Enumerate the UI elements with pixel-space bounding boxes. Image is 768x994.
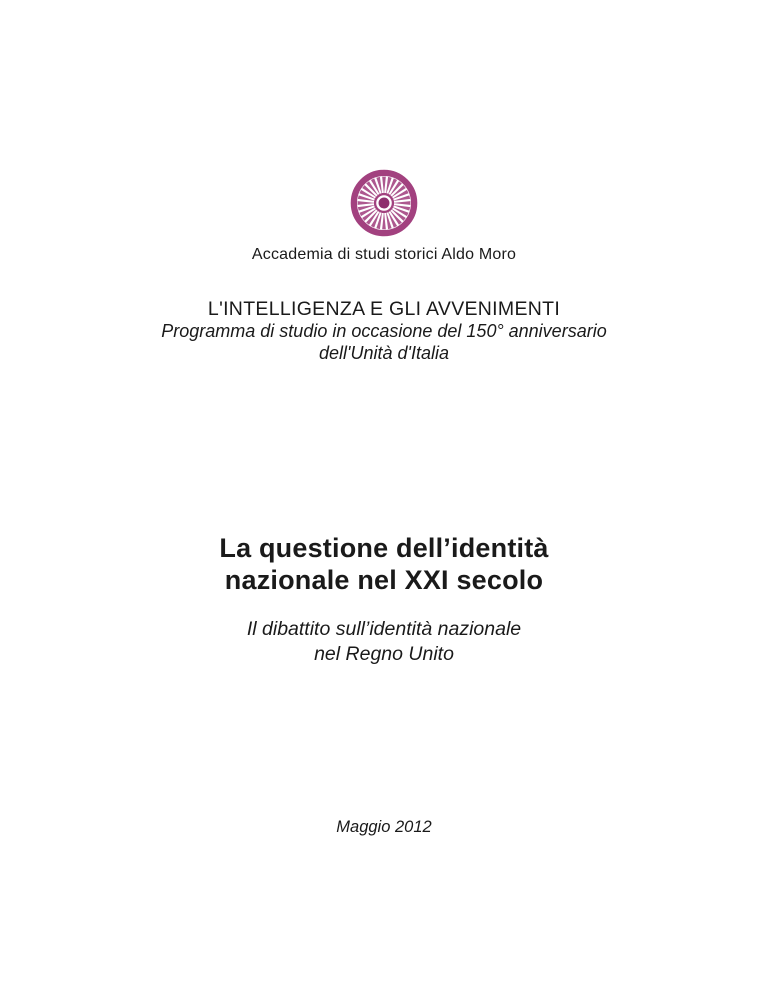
logo-container (0, 0, 768, 238)
document-subtitle-line-2: nel Regno Unito (314, 643, 454, 665)
rosette-wheel-logo-icon (349, 168, 419, 238)
program-title: L'INTELLIGENZA E GLI AVVENIMENTI (207, 298, 561, 320)
document-title-line-2: nazionale nel XXI secolo (224, 565, 544, 595)
document-title-line-1: La questione dell’identità (219, 533, 549, 563)
organization-name: Accademia di studi storici Aldo Moro (251, 246, 517, 263)
program-header (0, 297, 768, 364)
program-subtitle-line-1: Programma di studio in occasione del 150° anniversario (161, 321, 607, 341)
program-subtitle-line-2: dell'Unità d'Italia (319, 342, 449, 363)
document-subtitle (0, 617, 768, 667)
document-subtitle-line-1: Il dibattito sull’identità nazionale (246, 618, 522, 640)
document-title (0, 532, 768, 596)
document-date: Maggio 2012 (336, 818, 432, 836)
